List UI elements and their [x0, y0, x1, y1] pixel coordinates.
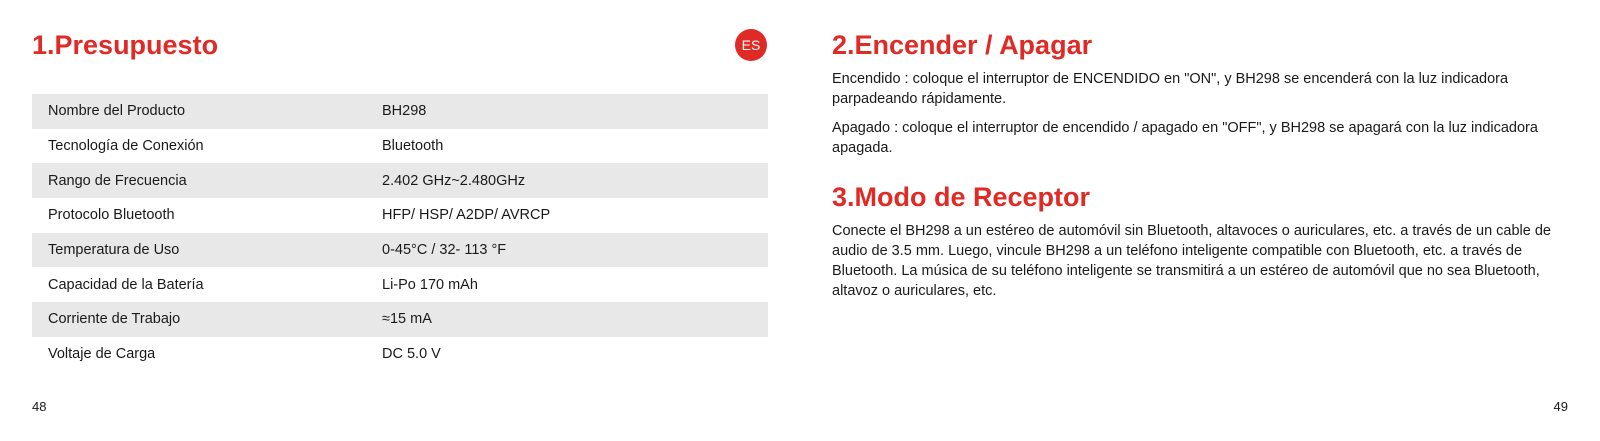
spec-value: BH298 [382, 103, 427, 120]
spec-label: Rango de Frecuencia [48, 172, 187, 189]
spec-table [32, 94, 768, 372]
page-number-left: 48 [32, 399, 47, 414]
spec-value: Bluetooth [382, 138, 444, 155]
section-heading-modo-receptor: 3.Modo de Receptor [832, 182, 1091, 212]
spec-row [32, 233, 768, 268]
spec-value: ≈15 mA [382, 311, 432, 328]
spec-row [32, 267, 768, 302]
spec-label: Nombre del Producto [48, 103, 186, 120]
spec-row [32, 337, 768, 372]
language-badge: ES [735, 29, 767, 61]
spec-label: Voltaje de Carga [48, 346, 156, 363]
spec-value: HFP/ HSP/ A2DP/ AVRCP [382, 207, 551, 224]
spec-value: Li-Po 170 mAh [382, 276, 478, 293]
spec-row [32, 302, 768, 337]
paragraph-power-off: Apagado : coloque el interruptor de encendido / apagado en "OFF", y BH298 se apagará con la luz indicadora apagada. [832, 120, 1538, 156]
paragraph-receiver-mode: Conecte el BH298 a un estéreo de automóvil sin Bluetooth, altavoces o auriculares, etc. a través de un cable de audio de 3.5 mm. Luego, vincule BH298 a un teléfono inteligente compatible con Bluetooth, etc. a través de Bluetooth. La música de su teléfono inteligente se transmitirá a un estéreo de automóvil que no sea Bluetooth, altavoz o auriculares, etc. [832, 223, 1551, 299]
spec-row [32, 163, 768, 198]
spec-row [32, 129, 768, 164]
spec-label: Tecnología de Conexión [48, 138, 204, 155]
spec-label: Capacidad de la Batería [48, 276, 204, 293]
right-page [800, 0, 1600, 441]
spec-label: Protocolo Bluetooth [48, 207, 175, 224]
spec-row [32, 198, 768, 233]
spec-value: 2.402 GHz~2.480GHz [382, 172, 526, 189]
spec-value: DC 5.0 V [382, 346, 441, 363]
spec-value: 0-45°C / 32- 113 °F [382, 242, 507, 259]
spec-label: Temperatura de Uso [48, 242, 180, 259]
spec-label: Corriente de Trabajo [48, 311, 181, 328]
spec-row [32, 94, 768, 129]
section-heading-encender-apagar: 2.Encender / Apagar [832, 30, 1093, 60]
paragraph-power-on: Encendido : coloque el interruptor de ENCENDIDO en "ON", y BH298 se encenderá con la luz indicadora parpadeando rápidamente. [832, 71, 1509, 107]
page-number-right: 49 [1553, 399, 1568, 414]
section-heading-presupuesto: 1.Presupuesto [32, 30, 219, 60]
